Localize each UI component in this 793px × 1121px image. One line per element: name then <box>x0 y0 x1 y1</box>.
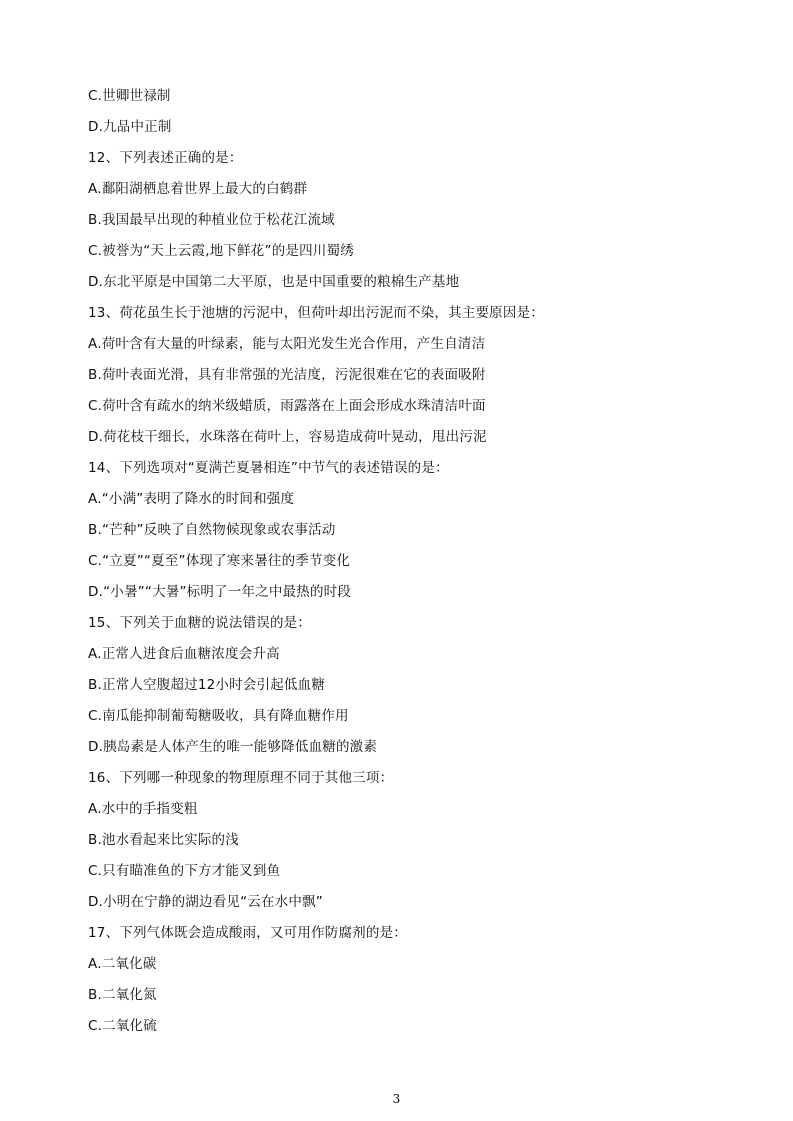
option-a-q14: A.“小满”表明了降水的时间和强度 <box>88 491 295 507</box>
option-c-q17: C.二氧化硫 <box>88 1018 157 1034</box>
question-13: 13、荷花虽生长于池塘的污泥中，但荷叶却出污泥而不染，其主要原因是： <box>88 305 544 321</box>
option-c-q11: C.世卿世禄制 <box>88 88 171 104</box>
option-c-q14: C.“立夏”“夏至”体现了寒来暑往的季节变化 <box>88 553 351 569</box>
option-b-q12: B.我国最早出现的种植业位于松花江流域 <box>88 212 335 228</box>
option-d-q14: D.“小暑”“大暑”标明了一年之中最热的时段 <box>88 584 352 600</box>
option-d-q11: D.九品中正制 <box>88 119 172 135</box>
option-b-q16: B.池水看起来比实际的浅 <box>88 832 239 848</box>
question-12: 12、下列表述正确的是： <box>88 150 243 166</box>
page-number: 3 <box>392 1092 401 1106</box>
option-d-q12: D.东北平原是中国第二大平原，也是中国重要的粮棉生产基地 <box>88 274 460 290</box>
option-b-q17: B.二氧化氮 <box>88 987 157 1003</box>
option-b-q14: B.“芒种”反映了自然物候现象或农事活动 <box>88 522 336 538</box>
option-a-q13: A.荷叶含有大量的叶绿素，能与太阳光发生光合作用，产生自清洁 <box>88 336 486 352</box>
option-b-q15: B.正常人空腹超过12小时会引起低血糖 <box>88 677 326 693</box>
option-a-q12: A.鄱阳湖栖息着世界上最大的白鹤群 <box>88 181 308 197</box>
option-c-q15: C.南瓜能抑制葡萄糖吸收，具有降血糖作用 <box>88 708 349 724</box>
option-d-q15: D.胰岛素是人体产生的唯一能够降低血糖的激素 <box>88 739 378 755</box>
question-17: 17、下列气体既会造成酸雨，又可用作防腐剂的是： <box>88 925 407 941</box>
option-a-q16: A.水中的手指变粗 <box>88 801 198 817</box>
option-c-q12: C.被誉为“天上云霞,地下鲜花”的是四川蜀绣 <box>88 243 354 259</box>
option-d-q13: D.荷花枝干细长，水珠落在荷叶上，容易造成荷叶晃动，甩出污泥 <box>88 429 487 445</box>
option-c-q13: C.荷叶含有疏水的纳米级蜡质，雨露落在上面会形成水珠清洁叶面 <box>88 398 486 414</box>
option-c-q16: C.只有瞄准鱼的下方才能叉到鱼 <box>88 863 281 879</box>
option-a-q15: A.正常人进食后血糖浓度会升高 <box>88 646 280 662</box>
question-16: 16、下列哪一种现象的物理原理不同于其他三项： <box>88 770 394 786</box>
question-14: 14、下列选项对“夏满芒夏暑相连”中节气的表述错误的是： <box>88 460 449 476</box>
question-15: 15、下列关于血糖的说法错误的是： <box>88 615 312 631</box>
option-d-q16: D.小明在宁静的湖边看见“云在水中飘” <box>88 894 323 910</box>
option-a-q17: A.二氧化碳 <box>88 956 157 972</box>
option-b-q13: B.荷叶表面光滑，具有非常强的光洁度，污泥很难在它的表面吸附 <box>88 367 486 383</box>
